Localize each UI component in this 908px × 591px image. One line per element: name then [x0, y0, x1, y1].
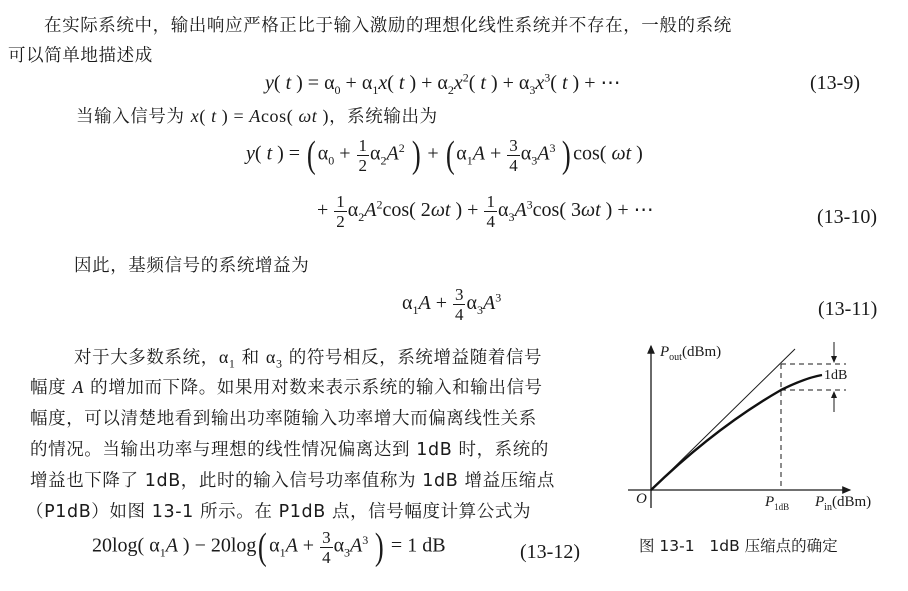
- y-axis-label: $P_{out}(dBm)$: [660, 344, 722, 363]
- paragraph-2-suffix: ，系统输出为: [329, 107, 438, 127]
- gap-1db-label: 1dB: [824, 368, 848, 383]
- paragraph-4-line-6: （P1dB）如图 13-1 所示。在 P1dB 点，信号幅度计算公式为: [26, 502, 532, 522]
- paragraph-4-line-3: 幅度，可以清楚地看到输出功率随输入功率增大而偏离线性关系: [30, 409, 537, 429]
- equation-number-13-11: (13-11): [818, 298, 878, 320]
- paragraph-2-prefix: 当输入信号为: [76, 107, 185, 127]
- equation-13-10-line-1: y( t ) = ($\alpha_0$ + $\frac{1}{2}$ $\alpha_2A^2$ ) + ($\alpha_1A$ + $\frac{3}{4}$ $\alpha_3A^3$ )cos( ωt ): [246, 134, 643, 176]
- equation-number-13-10: (13-10): [817, 206, 877, 228]
- paragraph-3: 因此，基频信号的系统增益为: [74, 256, 310, 276]
- paragraph-4-line-4: 的情况。当输出功率与理想的线性情况偏离达到 1dB 时，系统的: [30, 440, 549, 460]
- paragraph-1-line-1: 在实际系统中，输出响应严格正比于输入激励的理想化线性系统并不存在，一般的系统: [44, 16, 732, 36]
- equation-13-11: $\alpha_1A$ + $\frac{3}{4}$ $\alpha_3A^3$: [402, 285, 502, 324]
- paragraph-4-line-2: 幅度 A 的增加而下降。如果用对数来表示系统的输入和输出信号: [30, 377, 543, 398]
- paragraph-4-line-5: 增益也下降了 1dB，此时的输入信号功率值称为 1dB 增益压缩点: [30, 471, 555, 491]
- paragraph-1-line-2: 可以简单地描述成: [8, 46, 153, 66]
- figure-caption: 图 13-1 1dB 压缩点的确定: [639, 537, 838, 555]
- input-signal-expr: x( t ) = Acos( ωt ): [190, 106, 330, 126]
- x-tick-p1db: $P_{1dB}$: [765, 494, 790, 512]
- equation-13-10-line-2: + $\frac{1}{2}$ $\alpha_2A^2\cos$( 2ωt ) + $\frac{1}{4}$ $\alpha_3A^3\cos$( 3ωt ) + ⋯: [317, 192, 654, 231]
- paragraph-2: [76, 103, 438, 128]
- figure-13-1: [620, 330, 908, 530]
- equation-13-9: y( t ) = $\alpha_0 + \alpha_1x$( t ) + $\alpha_2x^2$( t ) + $\alpha_3x^3$( t ) + ⋯: [265, 70, 621, 97]
- paragraph-4-line-1: 对于大多数系统，$\alpha_1$ 和 $\alpha_3$ 的符号相反，系统增益随着信号: [74, 347, 543, 371]
- equation-number-13-9: (13-9): [810, 72, 860, 94]
- x-axis-label: $P_{in}(dBm)$: [815, 494, 872, 513]
- equation-13-12: 20log( $\alpha_1A$ ) − $20\log(\alpha_1A$ + $\frac{3}{4}$ $\alpha_3A^3$ ) = 1 dB: [92, 526, 446, 568]
- output-curve: [651, 375, 822, 490]
- equation-number-13-12: (13-12): [520, 541, 580, 563]
- origin-label: O: [636, 491, 647, 507]
